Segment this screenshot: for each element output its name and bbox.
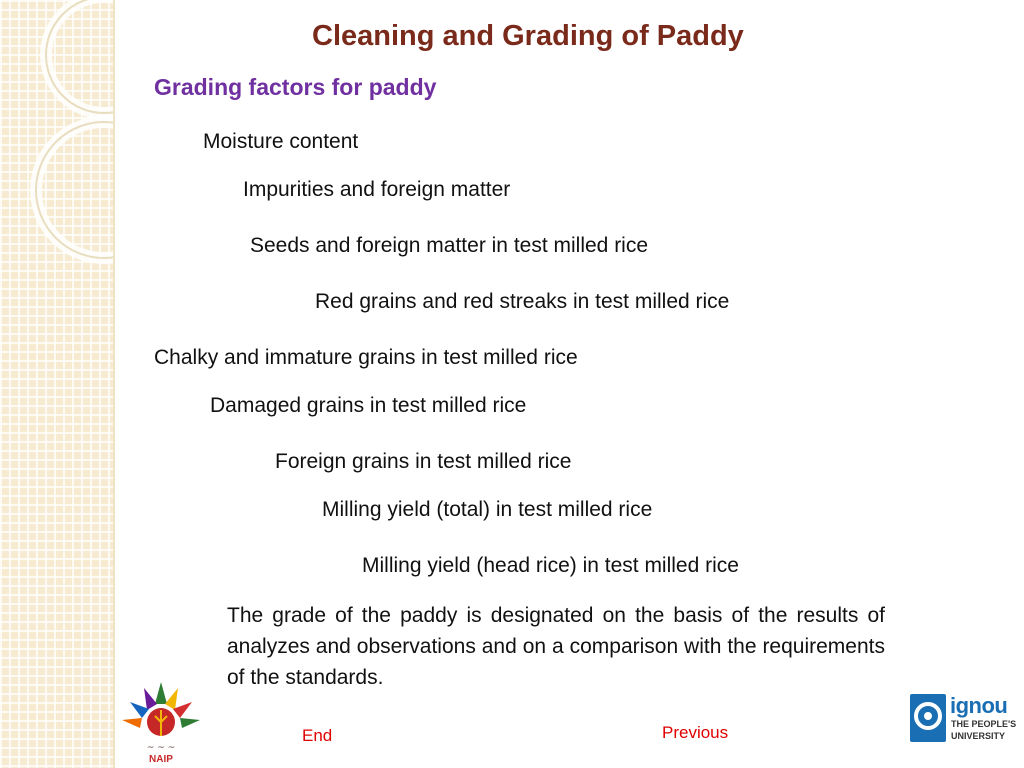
naip-logo-text: NAIP <box>149 754 173 765</box>
factor-item: Red grains and red streaks in test milled rice <box>315 290 730 313</box>
ignou-tagline-1: THE PEOPLE'S <box>951 719 1017 729</box>
end-link[interactable]: End <box>302 726 333 745</box>
summary-paragraph: The grade of the paddy is designated on the basis of the results of analyzes and observations and on a comparison with the requirements of the standards. <box>227 604 885 689</box>
decorative-side-band <box>0 0 115 768</box>
slide-subtitle: Grading factors for paddy <box>154 74 437 100</box>
factor-item: Impurities and foreign matter <box>243 178 511 201</box>
ignou-tagline-2: UNIVERSITY <box>951 731 1006 741</box>
factor-item: Chalky and immature grains in test milled rice <box>154 346 578 369</box>
factor-item: Milling yield (total) in test milled rice <box>322 498 653 521</box>
factor-item: Foreign grains in test milled rice <box>275 450 572 473</box>
decorative-rings <box>0 0 115 300</box>
band-edge-divider <box>113 0 115 768</box>
factor-item: Seeds and foreign matter in test milled rice <box>250 234 649 257</box>
naip-logo-icon <box>118 680 204 766</box>
slide-title: Cleaning and Grading of Paddy <box>312 20 744 52</box>
ignou-logo-name: ignou <box>950 693 1008 718</box>
factor-item: Milling yield (head rice) in test milled rice <box>362 554 739 577</box>
previous-link[interactable]: Previous <box>662 723 729 742</box>
factor-item: Damaged grains in test milled rice <box>210 394 527 417</box>
ignou-logo-icon <box>908 692 948 744</box>
svg-text:~ ~ ~: ~ ~ ~ <box>146 743 176 753</box>
factor-item: Moisture content <box>203 130 359 153</box>
